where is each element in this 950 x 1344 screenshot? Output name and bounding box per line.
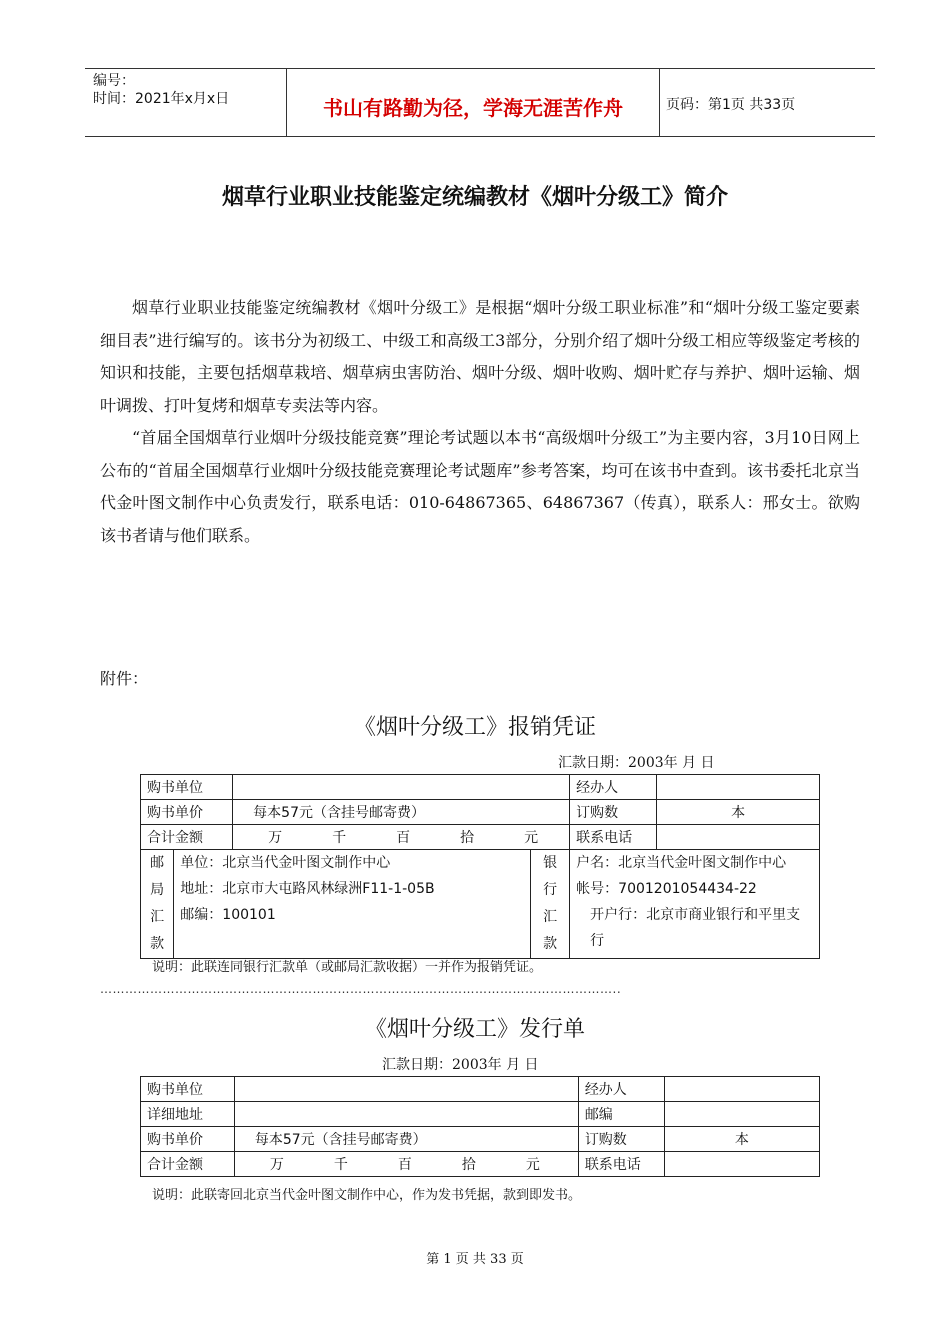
amount-unit: 元 [524,830,539,846]
paragraph: 烟草行业职业技能鉴定统编教材《烟叶分级工》是根据“烟叶分级工职业标准”和“烟叶分级工鉴定要素细目表”进行编写的。该书分为初级工、中级工和高级工3部分，分别介绍了烟叶分级工相应等级鉴定考核的知识和技能，主要包括烟草栽培、烟草病虫害防治、烟叶分级、烟叶收购、烟叶贮存与养护、烟叶运输、烟叶调拨、打叶复烤和烟草专卖法等内容。 [100,298,860,415]
handler-label: 经办人 [570,775,657,800]
amount-unit: 千 [333,1157,348,1173]
bank-account-number: 帐号：7001201054434-22 [576,881,757,897]
bank-remit-info [570,850,820,959]
form1-table [140,774,820,959]
header-bottom-rule [85,136,875,137]
post-address: 地址：北京市大屯路风林绿洲F11-1-05B [180,881,435,897]
amount-unit: 元 [525,1157,540,1173]
document-title: 烟草行业职业技能鉴定统编教材《烟叶分级工》简介 [221,185,728,210]
post-remit-label [141,850,174,959]
form2-date: 汇款日期：2003年 月 日 [382,1057,539,1073]
form1-note: 说明：此联连同银行汇款单（或邮局汇款收据）一并作为报销凭证。 [152,960,543,975]
unit-price-value: 每本57元（含挂号邮寄费） [234,1127,578,1152]
form2-table [140,1076,820,1177]
amount-unit: 百 [397,1157,412,1173]
handler-label: 经办人 [578,1077,664,1102]
amount-unit: 百 [396,830,411,846]
header-meta [93,72,229,108]
post-unit: 单位：北京当代金叶图文制作中心 [180,855,391,871]
post-label-char: 汇 [150,909,165,925]
quantity-label: 订购数 [570,800,657,825]
phone-field[interactable] [664,1152,819,1177]
unit-price-value: 每本57元（含挂号邮寄费） [233,800,570,825]
post-label-char: 邮 [150,855,165,871]
form2-note: 说明：此联寄回北京当代金叶图文制作中心，作为发书凭据，款到即发书。 [152,1188,582,1203]
bank-branch: 开户行：北京市商业银行和平里支行 [590,907,801,949]
phone-label: 联系电话 [570,825,657,850]
attachment-label: 附件： [100,669,149,688]
postcode-field[interactable] [664,1102,819,1127]
bank-label-char: 汇 [543,909,558,925]
paragraph: “首届全国烟草行业烟叶分级技能竞赛”理论考试题以本书“高级烟叶分级工”为主要内容，3月10日网上公布的“首届全国烟草行业烟叶分级技能竞赛理论考试题库”参考答案，均可在该书中查到。该书委托北京当代金叶图文制作中心负责发行，联系电话：010-64867365、64867367（传真），联系人：邢女士。欲购该书者请与他们联系。 [100,428,860,545]
header-divider [659,68,660,136]
cut-line: …………………………………………………………………………………………………………….. [100,982,622,996]
post-code: 邮编：100101 [180,907,276,923]
page-footer: 第 1 页 共 33 页 [426,1252,524,1267]
amount-unit: 拾 [461,1157,476,1173]
total-amount-field[interactable] [234,1152,578,1177]
address-field[interactable] [234,1102,578,1127]
handler-field[interactable] [657,775,820,800]
post-label-char: 局 [150,882,165,898]
bank-label-char: 行 [543,882,558,898]
header-motto: 书山有路勤为径，学海无涯苦作舟 [323,96,623,120]
quantity-label: 订购数 [578,1127,664,1152]
post-label-char: 款 [150,936,165,952]
header-top-rule [85,68,875,69]
post-remit-info [174,850,531,959]
quantity-unit: 本 [731,805,746,821]
total-label: 合计金额 [141,1152,235,1177]
number-label: 编号： [93,73,135,89]
header-page-info: 页码：第1页 共33页 [666,97,796,113]
quantity-field[interactable] [664,1127,819,1152]
amount-unit: 千 [332,830,347,846]
time-label: 时间：2021年x月x日 [93,91,230,107]
address-label: 详细地址 [141,1102,235,1127]
amount-unit: 万 [268,830,283,846]
quantity-field[interactable] [657,800,820,825]
unit-price-label: 购书单价 [141,800,233,825]
bank-remit-label [531,850,570,959]
total-label: 合计金额 [141,825,233,850]
buyer-unit-field[interactable] [233,775,570,800]
total-amount-field[interactable] [233,825,570,850]
buyer-unit-label: 购书单位 [141,775,233,800]
phone-field[interactable] [657,825,820,850]
buyer-unit-field[interactable] [234,1077,578,1102]
amount-unit: 万 [269,1157,284,1173]
form1-title: 《烟叶分级工》报销凭证 [353,715,596,740]
handler-field[interactable] [664,1077,819,1102]
phone-label: 联系电话 [578,1152,664,1177]
bank-label-char: 银 [543,855,558,871]
form1-date: 汇款日期：2003年 月 日 [558,755,715,771]
bank-label-char: 款 [543,936,558,952]
buyer-unit-label: 购书单位 [141,1077,235,1102]
postcode-label: 邮编 [578,1102,664,1127]
quantity-unit: 本 [734,1132,749,1148]
bank-account-name: 户名：北京当代金叶图文制作中心 [576,855,787,871]
body-text [100,292,860,552]
unit-price-label: 购书单价 [141,1127,235,1152]
form2-title: 《烟叶分级工》发行单 [364,1017,585,1042]
amount-unit: 拾 [460,830,475,846]
